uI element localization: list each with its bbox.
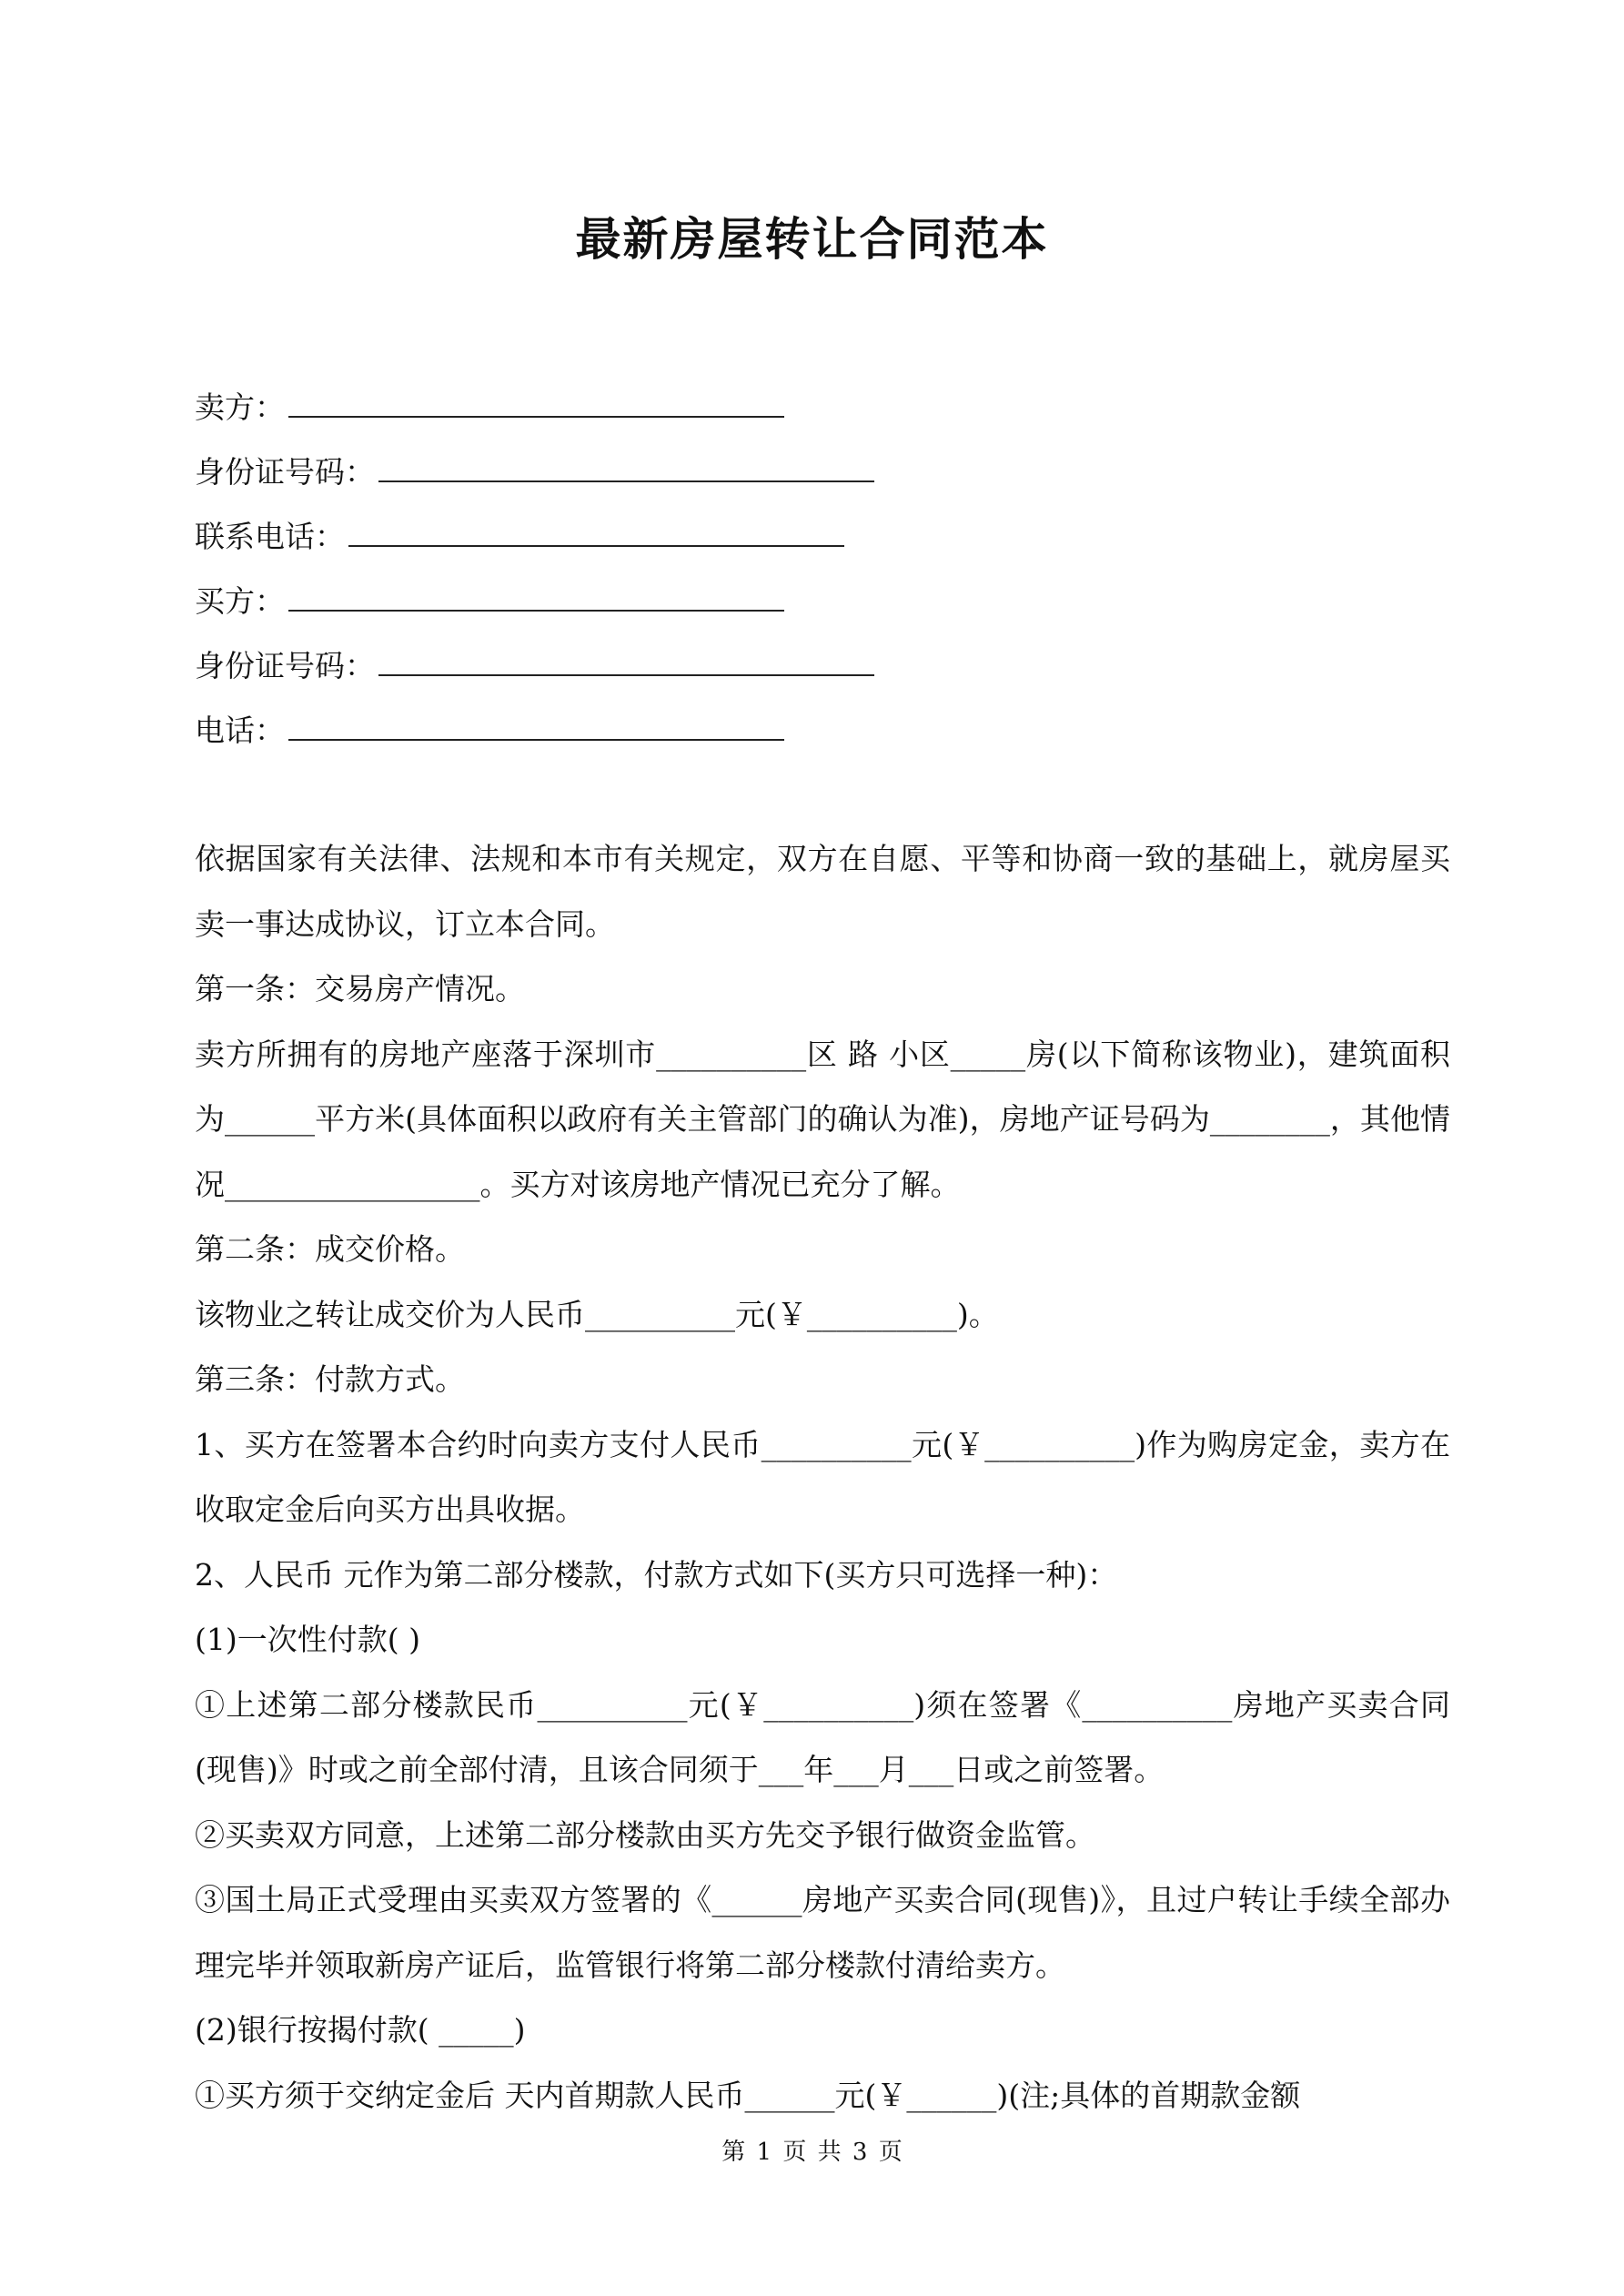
page-number-footer: 第 1 页 共 3 页 <box>721 2139 903 2166</box>
article-1-paragraph: 卖方所拥有的房地产座落于深圳市__________区 路 小区_____房(以下简称该物业)，建筑面积为______平方米(具体面积以政府有关主管部门的确认为准)，房地产证号码为________，其他情况_________________。买方对该房地产情况已充分了解。 <box>195 1036 1450 1202</box>
mortgage-item-1: ①买方须于交纳定金后 天内首期款人民币______元(￥______)(注;具体的首期款金额 <box>195 2077 1301 2113</box>
document-title: 最新房屋转让合同范本 <box>575 212 1049 266</box>
field-label: 身份证号码： <box>195 648 375 683</box>
seller-id-number-field <box>195 440 1450 504</box>
field-label: 卖方： <box>195 389 285 425</box>
buyer-id-number-field <box>195 633 1450 698</box>
field-label: 身份证号码： <box>195 454 375 490</box>
article-3-clause-2: 2、人民币 元作为第二部分楼款，付款方式如下(买方只可选择一种)： <box>195 1556 1118 1593</box>
contract-body <box>195 826 1450 2128</box>
preamble-paragraph: 依据国家有关法律、法规和本市有关规定，双方在自愿、平等和协商一致的基础上，就房屋买卖一事达成协议，订立本合同。 <box>195 841 1450 942</box>
article-1-heading: 第一条：交易房产情况。 <box>195 971 525 1006</box>
lump-sum-payment-option: (1)一次性付款( ) <box>195 1622 420 1657</box>
article-3-heading: 第三条：付款方式。 <box>195 1361 465 1397</box>
field-label: 联系电话： <box>195 519 345 554</box>
buyer-name-field <box>195 569 1450 633</box>
lump-sum-item-1: ①上述第二部分楼款民币__________元(￥__________)须在签署《__________房地产买卖合同(现售)》时或之前全部付清，且该合同须于___年___月___日或之前签署。 <box>195 1686 1450 1787</box>
field-label: 电话： <box>195 713 285 748</box>
mortgage-payment-option: (2)银行按揭付款( _____) <box>195 2012 526 2048</box>
seller-phone-field <box>195 504 1450 569</box>
article-2-paragraph: 该物业之转让成交价为人民币__________元(￥__________)。 <box>195 1296 999 1332</box>
fill-in-blank-line[interactable] <box>348 518 844 547</box>
article-2-heading: 第二条：成交价格。 <box>195 1231 465 1267</box>
fill-in-blank-line[interactable] <box>288 582 784 612</box>
seller-name-field <box>195 375 1450 440</box>
fill-in-blank-line[interactable] <box>288 712 784 741</box>
fill-in-blank-line[interactable] <box>378 647 874 676</box>
lump-sum-item-2: ②买卖双方同意，上述第二部分楼款由买方先交予银行做资金监管。 <box>195 1816 1095 1853</box>
party-info-fields <box>195 375 1450 763</box>
buyer-phone-field <box>195 698 1450 763</box>
lump-sum-item-3: ③国土局正式受理由买卖双方签署的《______房地产买卖合同(现售)》，且过户转让手续全部办理完毕并领取新房产证后，监管银行将第二部分楼款付清给卖方。 <box>195 1882 1450 1983</box>
article-3-clause-1: 1、买方在签署本合约时向卖方支付人民币__________元(￥__________)作为购房定金，卖方在收取定金后向买方出具收据。 <box>195 1426 1450 1527</box>
fill-in-blank-line[interactable] <box>288 389 784 418</box>
fill-in-blank-line[interactable] <box>378 453 874 482</box>
field-label: 买方： <box>195 583 285 619</box>
